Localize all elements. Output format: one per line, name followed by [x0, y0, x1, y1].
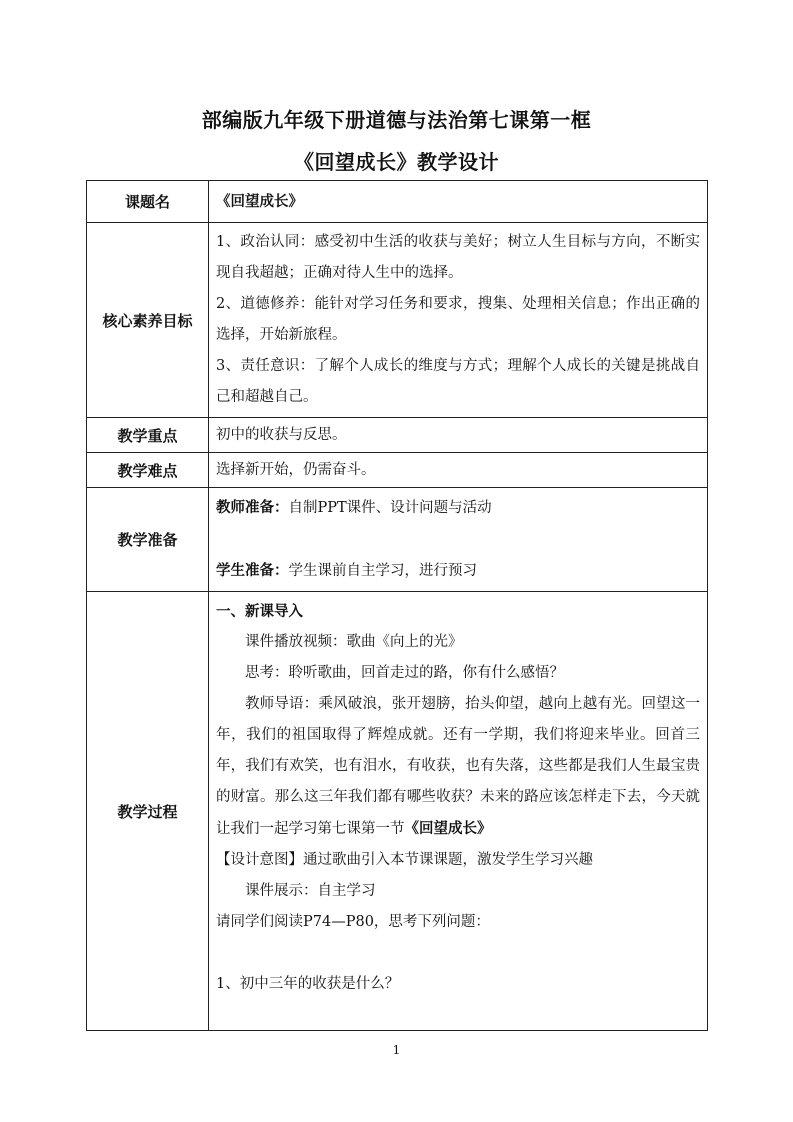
table-row-core-goals: [87, 223, 708, 418]
value-process: [209, 592, 708, 1031]
table-row-topic: [87, 181, 708, 223]
document-title-line2: 《回望成长》教学设计: [294, 150, 499, 174]
teacher-intro: [216, 689, 700, 845]
student-preparation: [216, 555, 700, 587]
label-preparation: 教学准备: [87, 488, 209, 592]
table-row-key-point: [87, 418, 708, 453]
value-topic: 《回望成长》: [209, 181, 708, 223]
table-row-process: [87, 592, 708, 1031]
teacher-preparation: [216, 492, 700, 524]
blank-line: [216, 524, 700, 555]
blank-line: [216, 938, 700, 969]
label-core-goals: 核心素养目标: [87, 223, 209, 418]
core-goal-2: 2、道德修养：能针对学习任务和要求，搜集、处理相关信息；作出正确的选择，开始新旅程。: [216, 296, 700, 343]
table-row-difficulty: [87, 453, 708, 488]
value-key-point: 初中的收获与反思。: [209, 418, 708, 453]
think-text: 思考：聆听歌曲，回首走过的路，你有什么感悟？: [245, 665, 564, 681]
teacher-intro-text: 教师导语：乘风破浪，张开翅膀，抬头仰望，越向上越有光。回望这一年，我们的祖国取得了辉煌成就。还有一学期，我们将迎来毕业。回首三年，我们有欢笑，也有泪水，有收获，也有失落，这些都是我们人生最宝贵的财富。那么这三年我们都有哪些收获？未来的路应该怎样走下去，今天就让我们一起学习第七课第一节: [216, 696, 700, 837]
value-difficulty: 选择新开始，仍需奋斗。: [209, 453, 708, 488]
lesson-title-inline: 《回望成长》: [404, 820, 492, 837]
read-prompt: 请同学们阅读P74—P80，思考下列问题：: [216, 914, 490, 930]
value-preparation: [209, 488, 708, 592]
document-title-line1: 部编版九年级下册道德与法治第七课第一框: [201, 108, 592, 132]
page-number: 1: [392, 1043, 401, 1057]
student-preparation-text: 学生课前自主学习，进行预习: [288, 563, 477, 579]
label-difficulty: 教学难点: [87, 453, 209, 488]
core-goal-1: 1、政治认同：感受初中生活的收获与美好；树立人生目标与方向，不断实现自我超越；正确对待人生中的选择。: [216, 234, 700, 281]
design-intent: 【设计意图】通过歌曲引入本节课课题，激发学生学习兴趣: [216, 852, 593, 868]
label-topic: 课题名: [87, 181, 209, 223]
value-core-goals: [209, 223, 708, 418]
teacher-preparation-label: 教师准备：: [216, 499, 289, 516]
teacher-preparation-text: 自制PPT课件、设计问题与活动: [288, 500, 492, 516]
core-goal-3: 3、责任意识：了解个人成长的维度与方式；理解个人成长的关键是挑战自己和超越自己。: [216, 358, 700, 405]
label-process: 教学过程: [87, 592, 209, 1031]
student-preparation-label: 学生准备：: [216, 562, 289, 579]
label-key-point: 教学重点: [87, 418, 209, 453]
question-1: 1、初中三年的收获是什么？: [216, 976, 400, 992]
video-text: 课件播放视频：歌曲《向上的光》: [245, 634, 463, 650]
table-row-preparation: [87, 488, 708, 592]
lesson-plan-table: [86, 180, 708, 1031]
self-study: 课件展示：自主学习: [245, 883, 376, 899]
section-heading: 一、新课导入: [216, 603, 303, 620]
